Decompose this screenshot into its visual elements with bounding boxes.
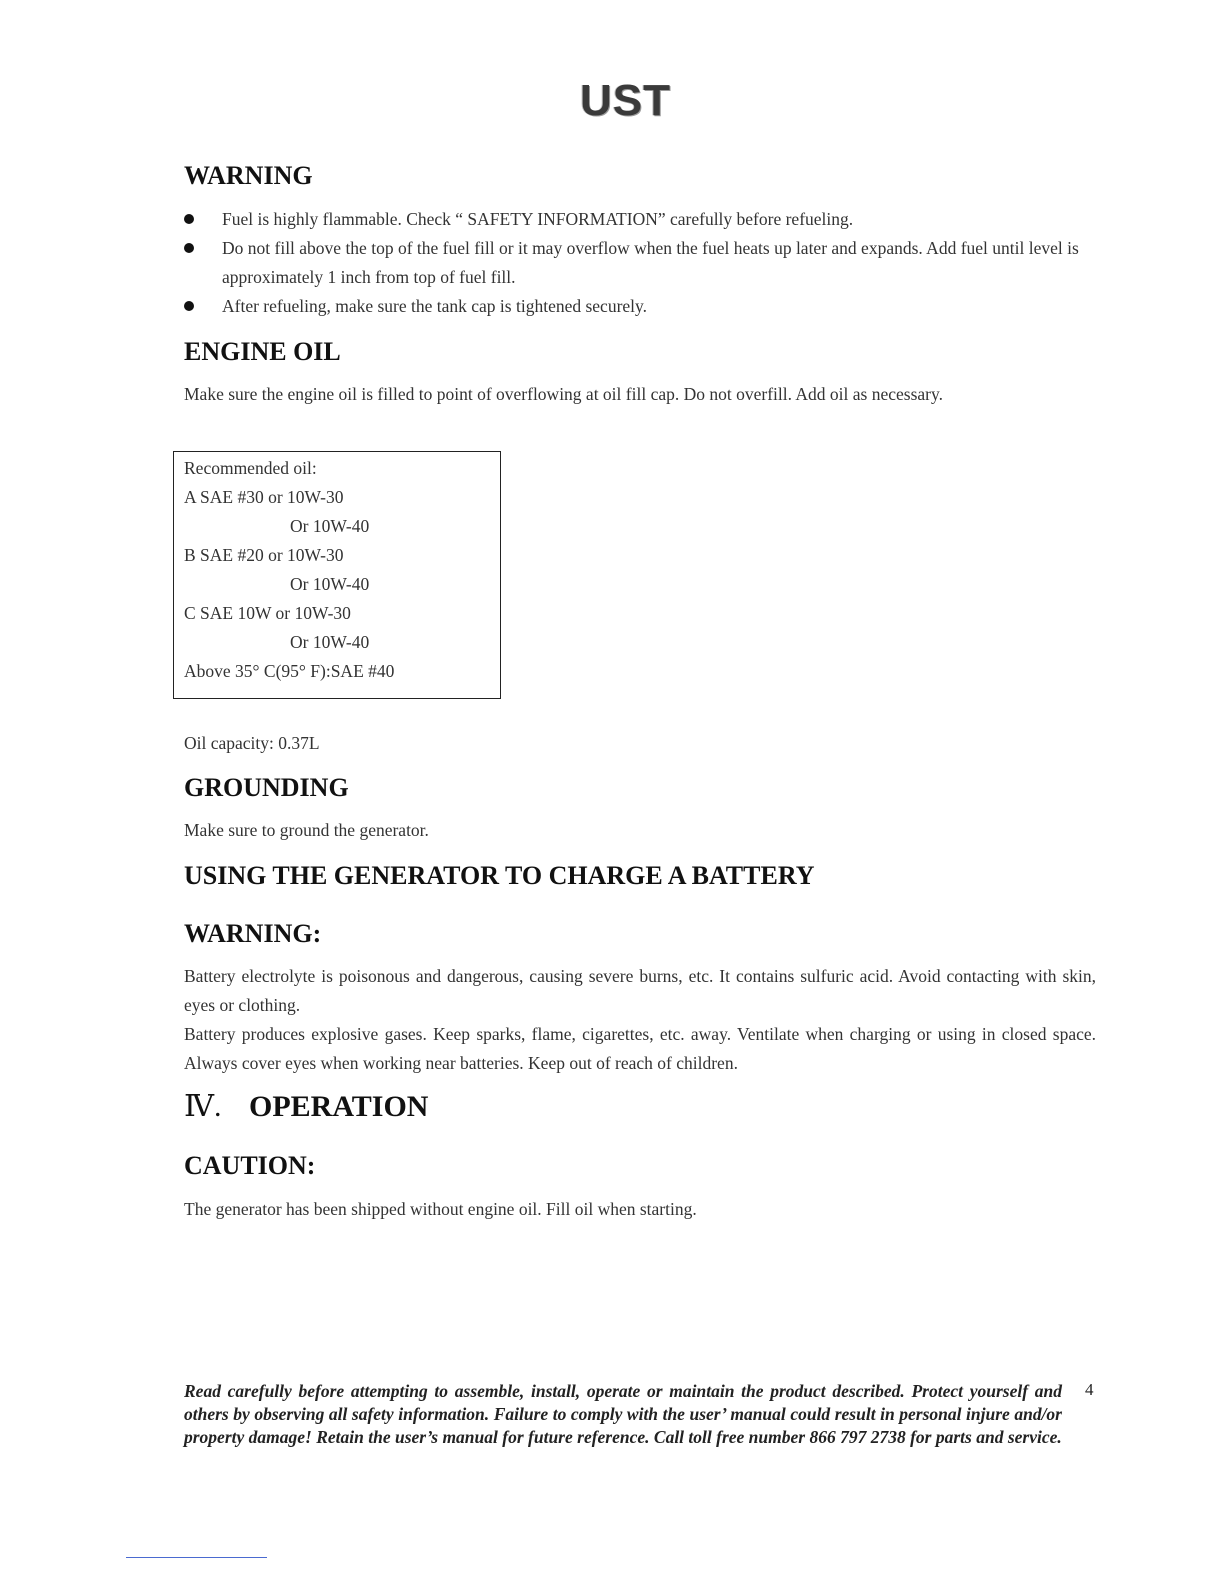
oil-line: Above 35° C(95° F):SAE #40 [184,661,395,681]
section-numeral: Ⅳ. [184,1090,222,1123]
bullet-text: Do not fill above the top of the fuel fill or it may overflow when the fuel heats up later and expands. Add fuel until level is approximately 1 inch from top of fuel fill. [222,238,1079,287]
bullet-text: After refueling, make sure the tank cap is tightened securely. [222,296,648,316]
bullet-icon [184,301,194,311]
caution-heading: CAUTION: [184,1151,316,1180]
oil-line: Or 10W-40 [290,574,370,594]
engine-oil-text: Make sure the engine oil is filled to point of overflowing at oil fill cap. Do not overfill. Add oil as necessary. [184,384,943,404]
engine-oil-heading: ENGINE OIL [184,337,341,366]
operation-section-title [184,1089,428,1125]
grounding-text: Make sure to ground the generator. [184,820,429,840]
battery-paragraph-1: Battery electrolyte is poisonous and dangerous, causing severe burns, etc. It contains sulfuric acid. Avoid contacting with skin, eyes or clothing. [184,966,1096,1015]
oil-line: B SAE #20 or 10W-30 [184,545,344,565]
oil-line: C SAE 10W or 10W-30 [184,603,351,623]
battery-paragraph-2: Battery produces explosive gases. Keep sparks, flame, cigarettes, etc. away. Ventilate when charging or using in closed space. Always cover eyes when working near batteries. Keep out of reach of children. [184,1024,1096,1073]
oil-box-title: Recommended oil: [184,458,317,478]
operation-heading: OPERATION [248,1090,429,1123]
list-item [184,292,1099,321]
oil-line: A SAE #30 or 10W-30 [184,487,344,507]
page-number: 4 [1085,1380,1094,1399]
grounding-heading: GROUNDING [184,773,349,802]
bullet-text: Fuel is highly flammable. Check “ SAFETY INFORMATION” carefully before refueling. [222,209,854,229]
oil-capacity: Oil capacity: 0.37L [184,733,320,753]
bullet-icon [184,214,194,224]
battery-heading: USING THE GENERATOR TO CHARGE A BATTERY [184,861,815,890]
recommended-oil-box [173,451,501,699]
warning-heading: WARNING [184,161,313,190]
list-item [184,234,1099,292]
caution-text: The generator has been shipped without engine oil. Fill oil when starting. [184,1199,697,1219]
logo-text: UST [580,76,671,125]
oil-line: Or 10W-40 [290,516,370,536]
list-item [184,205,1099,234]
ust-logo [572,64,702,144]
footer-notice: Read carefully before attempting to assemble, install, operate or maintain the product described. Protect yourself and others by observing all safety information. Failure to comply with the user’ manual could result in personal injure and/or property damage! Retain the user’s manual for future reference. Call toll free number 866 797 2738 for parts and service. [184,1381,1062,1447]
battery-warning-heading: WARNING: [184,919,322,948]
warning-bullet-list [184,205,1099,321]
oil-line: Or 10W-40 [290,632,370,652]
bullet-icon [184,243,194,253]
bottom-divider [126,1557,267,1558]
